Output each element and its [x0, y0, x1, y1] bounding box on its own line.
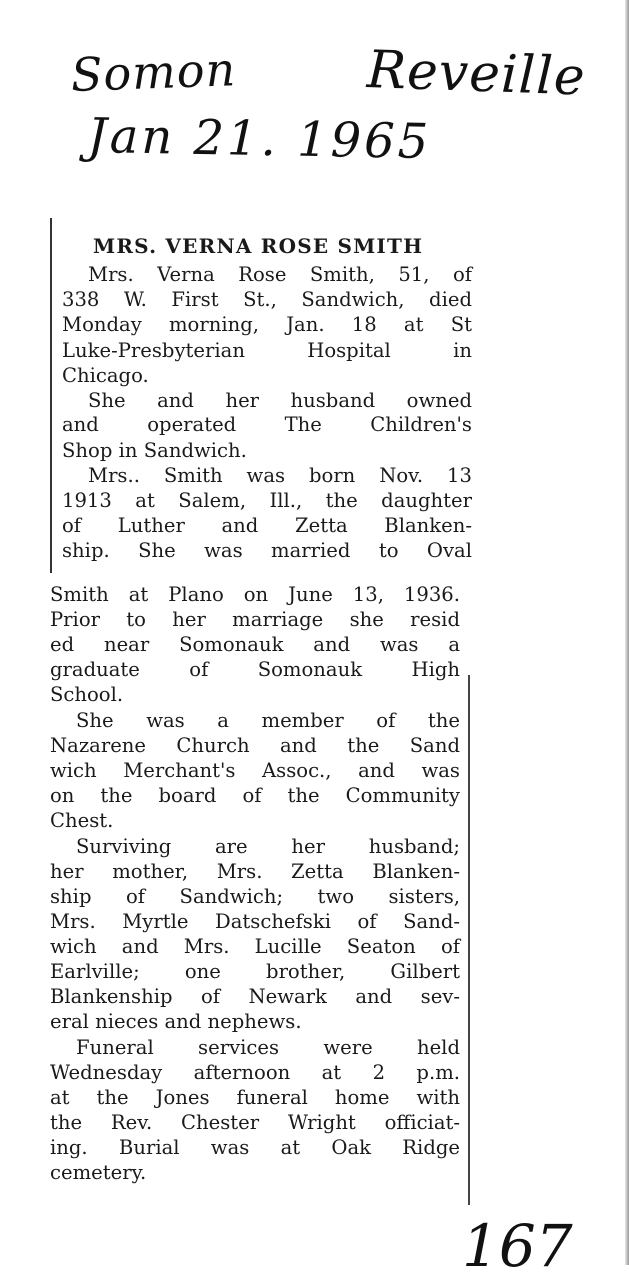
obituary-line: the Rev. Chester Wright officiat-: [50, 1111, 460, 1134]
obituary-line: Monday morning, Jan. 18 at St: [62, 313, 472, 336]
column-rule-right: [468, 675, 470, 1205]
obituary-line: Chest.: [50, 809, 114, 832]
obituary-line: ed near Somonauk and was a: [50, 633, 460, 656]
obituary-line: Wednesday afternoon at 2 p.m.: [50, 1061, 460, 1084]
obituary-line: Smith at Plano on June 13, 1936.: [50, 583, 460, 606]
obituary-line: Mrs. Myrtle Datschefski of Sand-: [50, 910, 460, 933]
obituary-line: ship. She was married to Oval: [62, 539, 472, 562]
obituary-line: She and her husband owned: [88, 389, 472, 412]
obituary-line: 338 W. First St., Sandwich, died: [62, 288, 472, 311]
obituary-line: wich and Mrs. Lucille Seaton of: [50, 935, 460, 958]
obituary-line: Luke-Presbyterian Hospital in: [62, 339, 472, 362]
obituary-line: School.: [50, 683, 124, 706]
obituary-line: Surviving are her husband;: [76, 835, 460, 858]
obituary-line: cemetery.: [50, 1161, 147, 1184]
handwritten-date: Jan 21. 1965: [87, 108, 432, 170]
obituary-line: Blankenship of Newark and sev-: [50, 985, 460, 1008]
obituary-line: at the Jones funeral home with: [50, 1086, 460, 1109]
obituary-line: of Luther and Zetta Blanken-: [62, 514, 472, 537]
obituary-line: Mrs. Verna Rose Smith, 51, of: [88, 263, 472, 286]
obituary-line: Funeral services were held: [76, 1036, 460, 1059]
obituary-line: Shop in Sandwich.: [62, 439, 247, 462]
obituary-line: ing. Burial was at Oak Ridge: [50, 1136, 460, 1159]
obituary-line: wich Merchant's Assoc., and was: [50, 759, 460, 782]
obituary-line: Mrs.. Smith was born Nov. 13: [88, 464, 472, 487]
handwritten-page-number: 167: [462, 1212, 573, 1280]
obituary-line: on the board of the Community: [50, 784, 460, 807]
obituary-line: 1913 at Salem, Ill., the daughter: [62, 489, 472, 512]
obituary-headline: MRS. VERNA ROSE SMITH: [93, 234, 424, 258]
obituary-line: Earlville; one brother, Gilbert: [50, 960, 460, 983]
obituary-line: eral nieces and nephews.: [50, 1010, 302, 1033]
obituary-line: her mother, Mrs. Zetta Blanken-: [50, 860, 460, 883]
obituary-line: Nazarene Church and the Sand: [50, 734, 460, 757]
obituary-line: ship of Sandwich; two sisters,: [50, 885, 460, 908]
obituary-line: and operated The Children's: [62, 413, 472, 436]
handwritten-annotation: [0, 0, 629, 200]
column-rule-left: [50, 218, 52, 573]
obituary-line: graduate of Somonauk High: [50, 658, 460, 681]
handwritten-paper-name-right: Reveille: [365, 40, 587, 108]
obituary-line: Prior to her marriage she resid: [50, 608, 460, 631]
handwritten-paper-name: Somon: [70, 42, 237, 102]
obituary-line: Chicago.: [62, 364, 149, 387]
obituary-line: She was a member of the: [76, 709, 460, 732]
